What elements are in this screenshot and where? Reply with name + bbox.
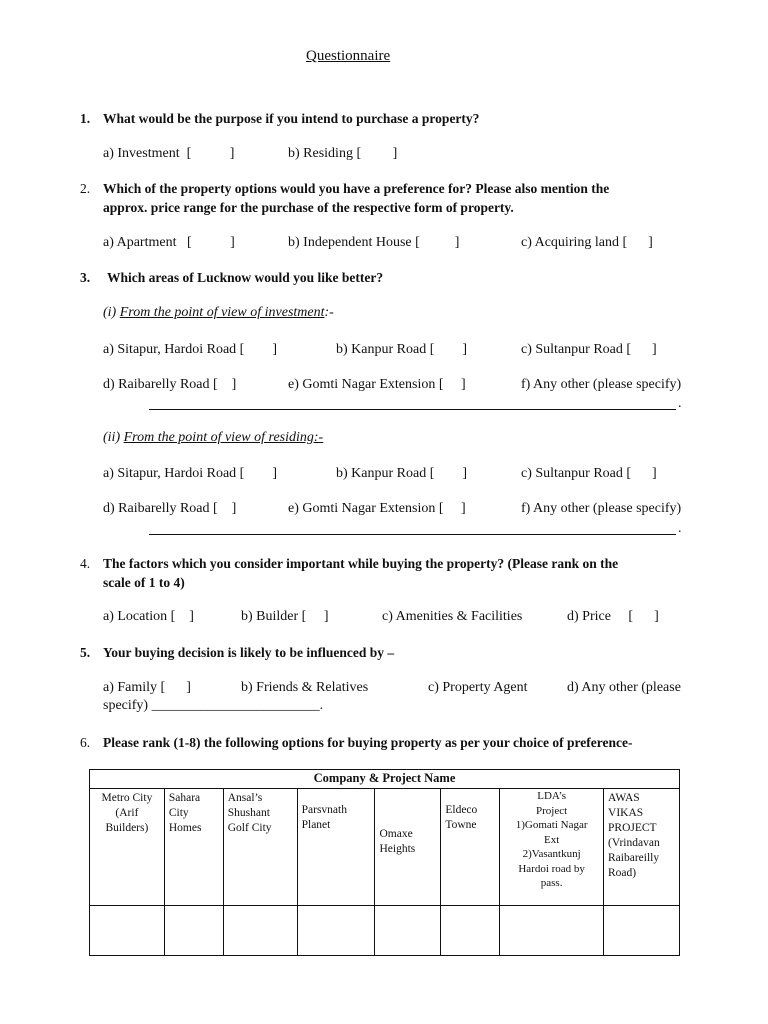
lda-line6: Hardoi road by: [518, 862, 585, 875]
ansals-line3: Golf City: [227, 822, 272, 834]
q4-option-builder[interactable]: b) Builder [ ]: [241, 609, 329, 624]
question-2-text-line2: approx. price range for the purchase of the respective form of property.: [103, 200, 514, 215]
table-header: Company & Project Name: [90, 770, 680, 789]
question-1-number: 1.: [80, 111, 91, 126]
question-4-text-line2: scale of 1 to 4): [103, 575, 185, 590]
question-4-number: 4.: [80, 556, 91, 571]
parsvnath-line2: Planet: [301, 819, 331, 831]
rank-cell-omaxe[interactable]: [375, 906, 441, 956]
sahara-line2: City: [168, 807, 189, 819]
q3-inv-specify-line[interactable]: [149, 409, 676, 410]
rank-cell-eldeco[interactable]: [441, 906, 500, 956]
q1-option-residing[interactable]: b) Residing [ ]: [288, 146, 398, 161]
q5-option-agent[interactable]: c) Property Agent: [428, 680, 528, 695]
q2-option-acquiring-land[interactable]: c) Acquiring land [ ]: [521, 235, 653, 250]
q4-option-amenities[interactable]: c) Amenities & Facilities: [382, 609, 523, 624]
column-sahara-city: [164, 789, 223, 906]
q3-inv-option-kanpur[interactable]: b) Kanpur Road [ ]: [336, 342, 468, 357]
q5-option-friends[interactable]: b) Friends & Relatives: [241, 680, 369, 695]
metro-city-line3: Builders): [105, 822, 149, 834]
q3-sub1-suffix: :-: [324, 305, 334, 320]
lda-line5: 2)Vasantkunj: [522, 848, 581, 860]
q3-res-option-kanpur[interactable]: b) Kanpur Road [ ]: [336, 466, 468, 481]
column-eldeco: [441, 789, 500, 906]
q1-option-investment[interactable]: a) Investment [ ]: [103, 146, 235, 161]
column-omaxe: [375, 789, 441, 906]
column-parsvnath: [297, 789, 375, 906]
q5-option-any-other[interactable]: d) Any other (please: [567, 680, 681, 695]
metro-city-line1: Metro City: [101, 792, 153, 804]
awas-line3: PROJECT: [608, 822, 657, 834]
column-lda: [500, 789, 604, 906]
rank-cell-sahara-city[interactable]: [164, 906, 223, 956]
q3-inv-option-any-other[interactable]: f) Any other (please specify): [521, 377, 682, 392]
awas-line5: Raibareilly: [608, 852, 660, 864]
q2-option-apartment[interactable]: a) Apartment [ ]: [103, 235, 235, 250]
sahara-line3: Homes: [168, 822, 202, 834]
question-5-text: Your buying decision is likely to be influenced by –: [103, 645, 395, 660]
q3-inv-option-raibarelly[interactable]: d) Raibarelly Road [ ]: [103, 377, 237, 392]
q5-option-family[interactable]: a) Family [ ]: [103, 680, 191, 695]
q3-res-option-gomti-nagar[interactable]: e) Gomti Nagar Extension [ ]: [288, 501, 466, 516]
q3-res-option-raibarelly[interactable]: d) Raibarelly Road [ ]: [103, 501, 237, 516]
q5-specify-line[interactable]: specify) ________________________.: [103, 698, 324, 713]
rank-cell-metro-city[interactable]: [90, 906, 165, 956]
eldeco-line1: Eldeco: [445, 804, 478, 816]
lda-line2: Project: [536, 804, 568, 817]
page-title: Questionnaire: [306, 48, 391, 64]
metro-city-line2: (Arif: [115, 807, 139, 819]
q3-sub1-prefix: (i): [103, 305, 120, 320]
rank-cell-parsvnath[interactable]: [297, 906, 375, 956]
q3-inv-option-gomti-nagar[interactable]: e) Gomti Nagar Extension [ ]: [288, 377, 466, 392]
rank-cell-awas-vikas[interactable]: [604, 906, 680, 956]
omaxe-line2: Heights: [379, 843, 416, 855]
lda-line3: 1)Gomati Nagar: [515, 819, 588, 831]
awas-line2: VIKAS: [608, 807, 644, 819]
q3-inv-option-sitapur[interactable]: a) Sitapur, Hardoi Road [ ]: [103, 342, 278, 357]
q3-inv-option-sultanpur[interactable]: c) Sultanpur Road [ ]: [521, 342, 657, 357]
q3-res-option-sitapur[interactable]: a) Sitapur, Hardoi Road [ ]: [103, 466, 278, 481]
question-2-text-line1: Which of the property options would you have a preference for? Please also mention the: [103, 181, 610, 196]
q3-inv-line-end: .: [678, 396, 682, 411]
awas-line4: (Vrindavan: [608, 837, 660, 849]
ranking-table: [89, 769, 680, 956]
question-6-number: 6.: [80, 735, 91, 750]
awas-line6: Road): [608, 867, 637, 879]
lda-line4: Ext: [543, 833, 560, 846]
q3-res-specify-line[interactable]: [149, 534, 676, 535]
question-5-number: 5.: [80, 645, 91, 660]
q3-res-option-any-other[interactable]: f) Any other (please specify): [521, 501, 682, 516]
lda-line1: LDA’s: [537, 790, 566, 802]
question-6-text: Please rank (1-8) the following options for buying property as per your choice of preference-: [103, 735, 633, 750]
omaxe-line1: Omaxe: [379, 828, 413, 840]
ansals-line2: Shushant: [227, 807, 270, 819]
question-3-text: Which areas of Lucknow would you like better?: [107, 270, 384, 285]
q3-sub2-label: From the point of view of residing:-: [123, 430, 324, 445]
column-ansals: [223, 789, 297, 906]
question-4-text-line1: The factors which you consider important while buying the property? (Please rank on the: [103, 556, 619, 571]
parsvnath-line1: Parsvnath: [301, 804, 347, 816]
awas-line1: AWAS: [608, 792, 640, 804]
q3-res-line-end: .: [678, 521, 682, 536]
q3-res-option-sultanpur[interactable]: c) Sultanpur Road [ ]: [521, 466, 657, 481]
question-1-text: What would be the purpose if you intend to purchase a property?: [103, 111, 480, 126]
sahara-line1: Sahara: [168, 792, 201, 804]
rank-cell-ansals[interactable]: [223, 906, 297, 956]
eldeco-line2: Towne: [445, 819, 477, 831]
ansals-line1: Ansal’s: [227, 792, 263, 804]
rank-cell-lda[interactable]: [500, 906, 604, 956]
q2-option-independent-house[interactable]: b) Independent House [ ]: [288, 235, 460, 250]
q3-subsection-residing: [103, 430, 323, 446]
q3-subsection-investment: [103, 305, 334, 321]
q3-sub2-prefix: (ii): [103, 430, 124, 445]
question-2-number: 2.: [80, 181, 91, 196]
q3-sub1-label: From the point of view of investment: [119, 305, 325, 320]
question-3-number: 3.: [80, 270, 91, 285]
q4-option-price[interactable]: d) Price [ ]: [567, 609, 659, 624]
column-metro-city: [90, 789, 165, 906]
q4-option-location[interactable]: a) Location [ ]: [103, 609, 194, 624]
lda-line7: pass.: [540, 877, 563, 889]
column-awas-vikas: [604, 789, 680, 906]
